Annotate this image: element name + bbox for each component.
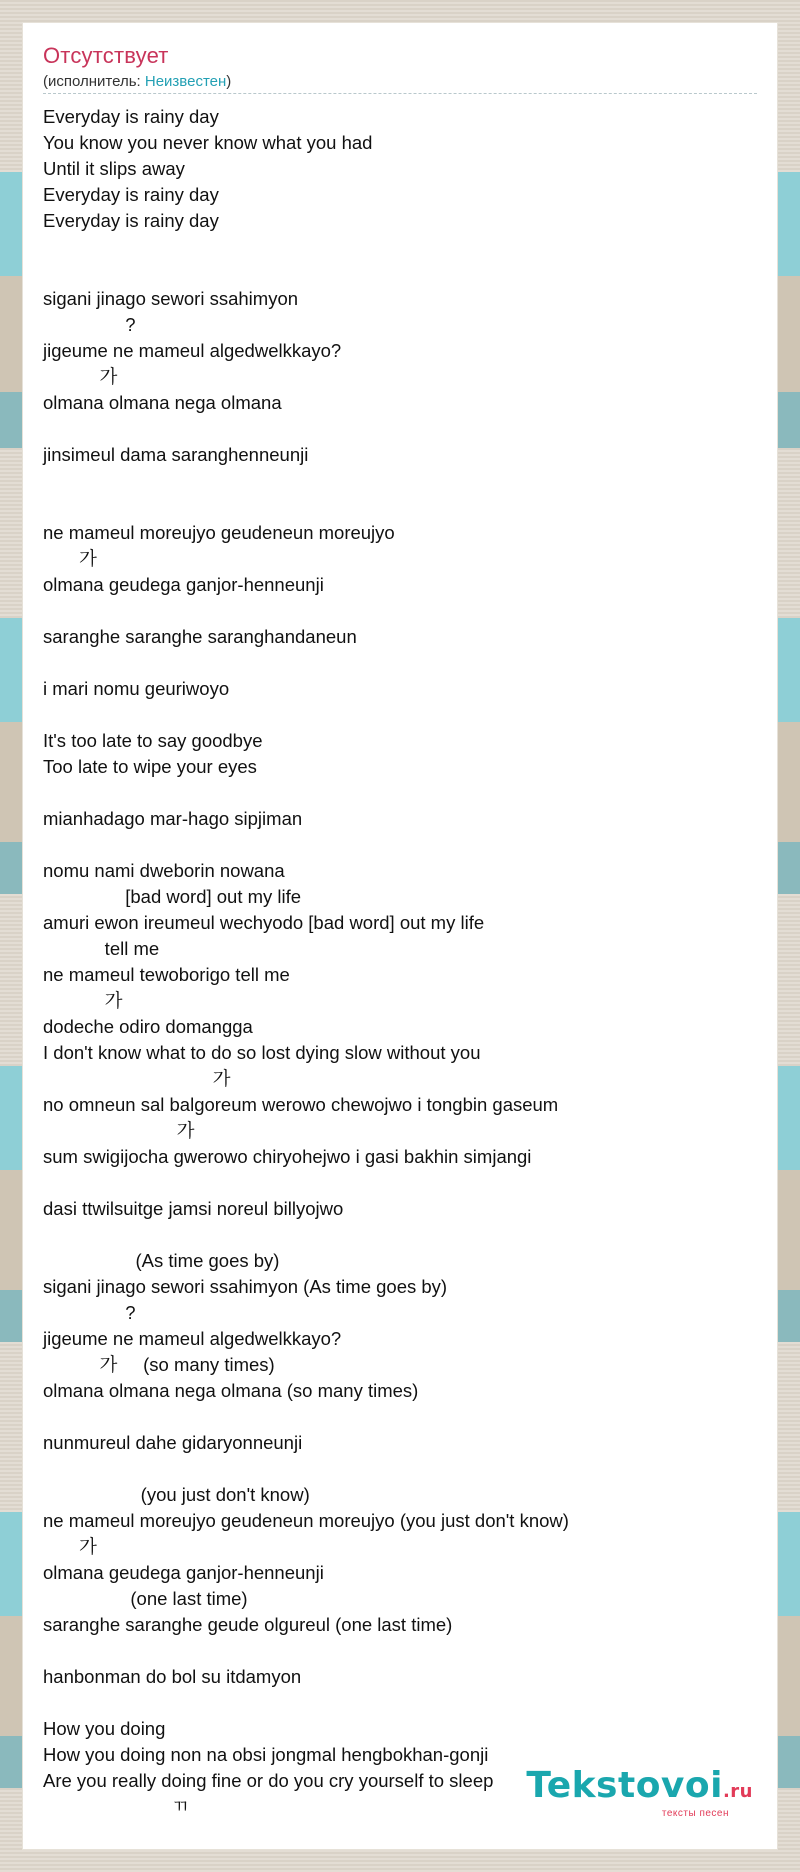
lyric-line: [43, 1404, 759, 1430]
lyric-line: 가: [43, 990, 123, 1011]
lyric-line: Until it slips away: [43, 158, 185, 179]
lyrics-card: [22, 22, 778, 1850]
lyric-line: no omneun sal balgoreum werowo chewojwo i tongbin gaseum: [43, 1094, 559, 1115]
lyric-line: jinsimeul dama saranghenneunji: [43, 444, 309, 465]
lyric-line: sigani jinago sewori ssahimyon (As time goes by): [43, 1276, 448, 1297]
site-logo[interactable]: [526, 1765, 753, 1819]
lyric-line: [43, 260, 759, 286]
logo-tld: .ru: [722, 1781, 753, 1802]
lyric-line: olmana geudega ganjor-henneunji: [43, 1562, 324, 1583]
lyric-line: olmana geudega ganjor-henneunji: [43, 574, 324, 595]
logo-wordmark: [526, 1765, 753, 1810]
lyric-line: Everyday is rainy day: [43, 184, 219, 205]
lyric-line: ne mameul tewoborigo tell me: [43, 964, 290, 985]
lyric-line: 가 (so many times): [43, 1354, 275, 1375]
lyric-line: (one last time): [43, 1588, 248, 1609]
lyric-line: sigani jinago sewori ssahimyon: [43, 288, 299, 309]
lyric-line: jigeume ne mameul algedwelkkayo?: [43, 1328, 342, 1349]
lyric-line: ne mameul moreujyo geudeneun moreujyo (you just don't know): [43, 1510, 569, 1531]
lyric-line: Everyday is rainy day: [43, 210, 219, 231]
artist-line: [43, 73, 231, 90]
lyric-line: 가: [43, 1120, 195, 1141]
lyric-line: mianhadago mar-hago sipjiman: [43, 808, 303, 829]
lyric-line: [43, 702, 759, 728]
artist-suffix: ): [226, 73, 232, 90]
lyric-line: olmana olmana nega olmana (so many times): [43, 1380, 419, 1401]
lyric-line: Too late to wipe your eyes: [43, 756, 257, 777]
lyric-line: [43, 234, 759, 260]
lyric-line: i mari nomu geuriwoyo: [43, 678, 230, 699]
lyric-line: [43, 494, 759, 520]
artist-prefix: (исполнитель:: [43, 73, 145, 90]
lyric-line: How you doing: [43, 1718, 166, 1739]
lyric-line: [43, 780, 759, 806]
lyric-line: (you just don't know): [43, 1484, 310, 1505]
lyric-line: dodeche odiro domangga: [43, 1016, 253, 1037]
lyric-line: You know you never know what you had: [43, 132, 373, 153]
lyric-line: 가: [43, 1536, 97, 1557]
lyric-line: How you doing non na obsi jongmal hengbokhan-gonji: [43, 1744, 489, 1765]
lyrics-body: [43, 104, 759, 1820]
lyric-line: [43, 1170, 759, 1196]
lyric-line: [43, 650, 759, 676]
title-divider: [43, 93, 757, 94]
logo-name: Tekstovoi: [526, 1765, 723, 1806]
lyric-line: saranghe saranghe geude olgureul (one last time): [43, 1614, 453, 1635]
lyric-line: tell me: [43, 938, 160, 959]
lyric-line: hanbonman do bol su itdamyon: [43, 1666, 302, 1687]
song-title: Отсутствует: [43, 43, 169, 68]
lyric-line: [43, 1222, 759, 1248]
lyric-line: dasi ttwilsuitge jamsi noreul billyojwo: [43, 1198, 344, 1219]
lyric-line: [43, 1638, 759, 1664]
lyric-line: 가: [43, 548, 97, 569]
lyric-line: nomu nami dweborin nowana: [43, 860, 285, 881]
lyric-line: ?: [43, 1302, 136, 1323]
lyric-line: saranghe saranghe saranghandaneun: [43, 626, 357, 647]
lyric-line: jigeume ne mameul algedwelkkayo?: [43, 340, 342, 361]
lyric-line: ne mameul moreujyo geudeneun moreujyo: [43, 522, 395, 543]
lyric-line: [bad word] out my life: [43, 886, 302, 907]
lyric-line: It's too late to say goodbye: [43, 730, 263, 751]
lyric-line: [43, 1690, 759, 1716]
lyric-line: 가: [43, 366, 118, 387]
lyric-line: sum swigijocha gwerowo chiryohejwo i gasi bakhin simjangi: [43, 1146, 532, 1167]
lyric-line: ㄲ: [43, 1796, 190, 1817]
lyric-line: olmana olmana nega olmana: [43, 392, 282, 413]
artist-link[interactable]: Неизвестен: [144, 73, 227, 90]
lyric-line: 가: [43, 1068, 231, 1089]
lyric-line: [43, 598, 759, 624]
lyric-line: ?: [43, 314, 136, 335]
lyric-line: Are you really doing fine or do you cry yourself to sleep: [43, 1770, 494, 1791]
lyric-line: nunmureul dahe gidaryonneunji: [43, 1432, 303, 1453]
lyric-line: [43, 832, 759, 858]
lyric-line: [43, 1456, 759, 1482]
lyric-line: amuri ewon ireumeul wechyodo [bad word] out my life: [43, 912, 485, 933]
lyric-line: [43, 468, 759, 494]
lyric-line: (As time goes by): [43, 1250, 280, 1271]
lyric-line: Everyday is rainy day: [43, 106, 219, 127]
lyric-line: [43, 416, 759, 442]
logo-tagline: тексты песен: [661, 1808, 729, 1819]
lyric-line: I don't know what to do so lost dying slow without you: [43, 1042, 481, 1063]
